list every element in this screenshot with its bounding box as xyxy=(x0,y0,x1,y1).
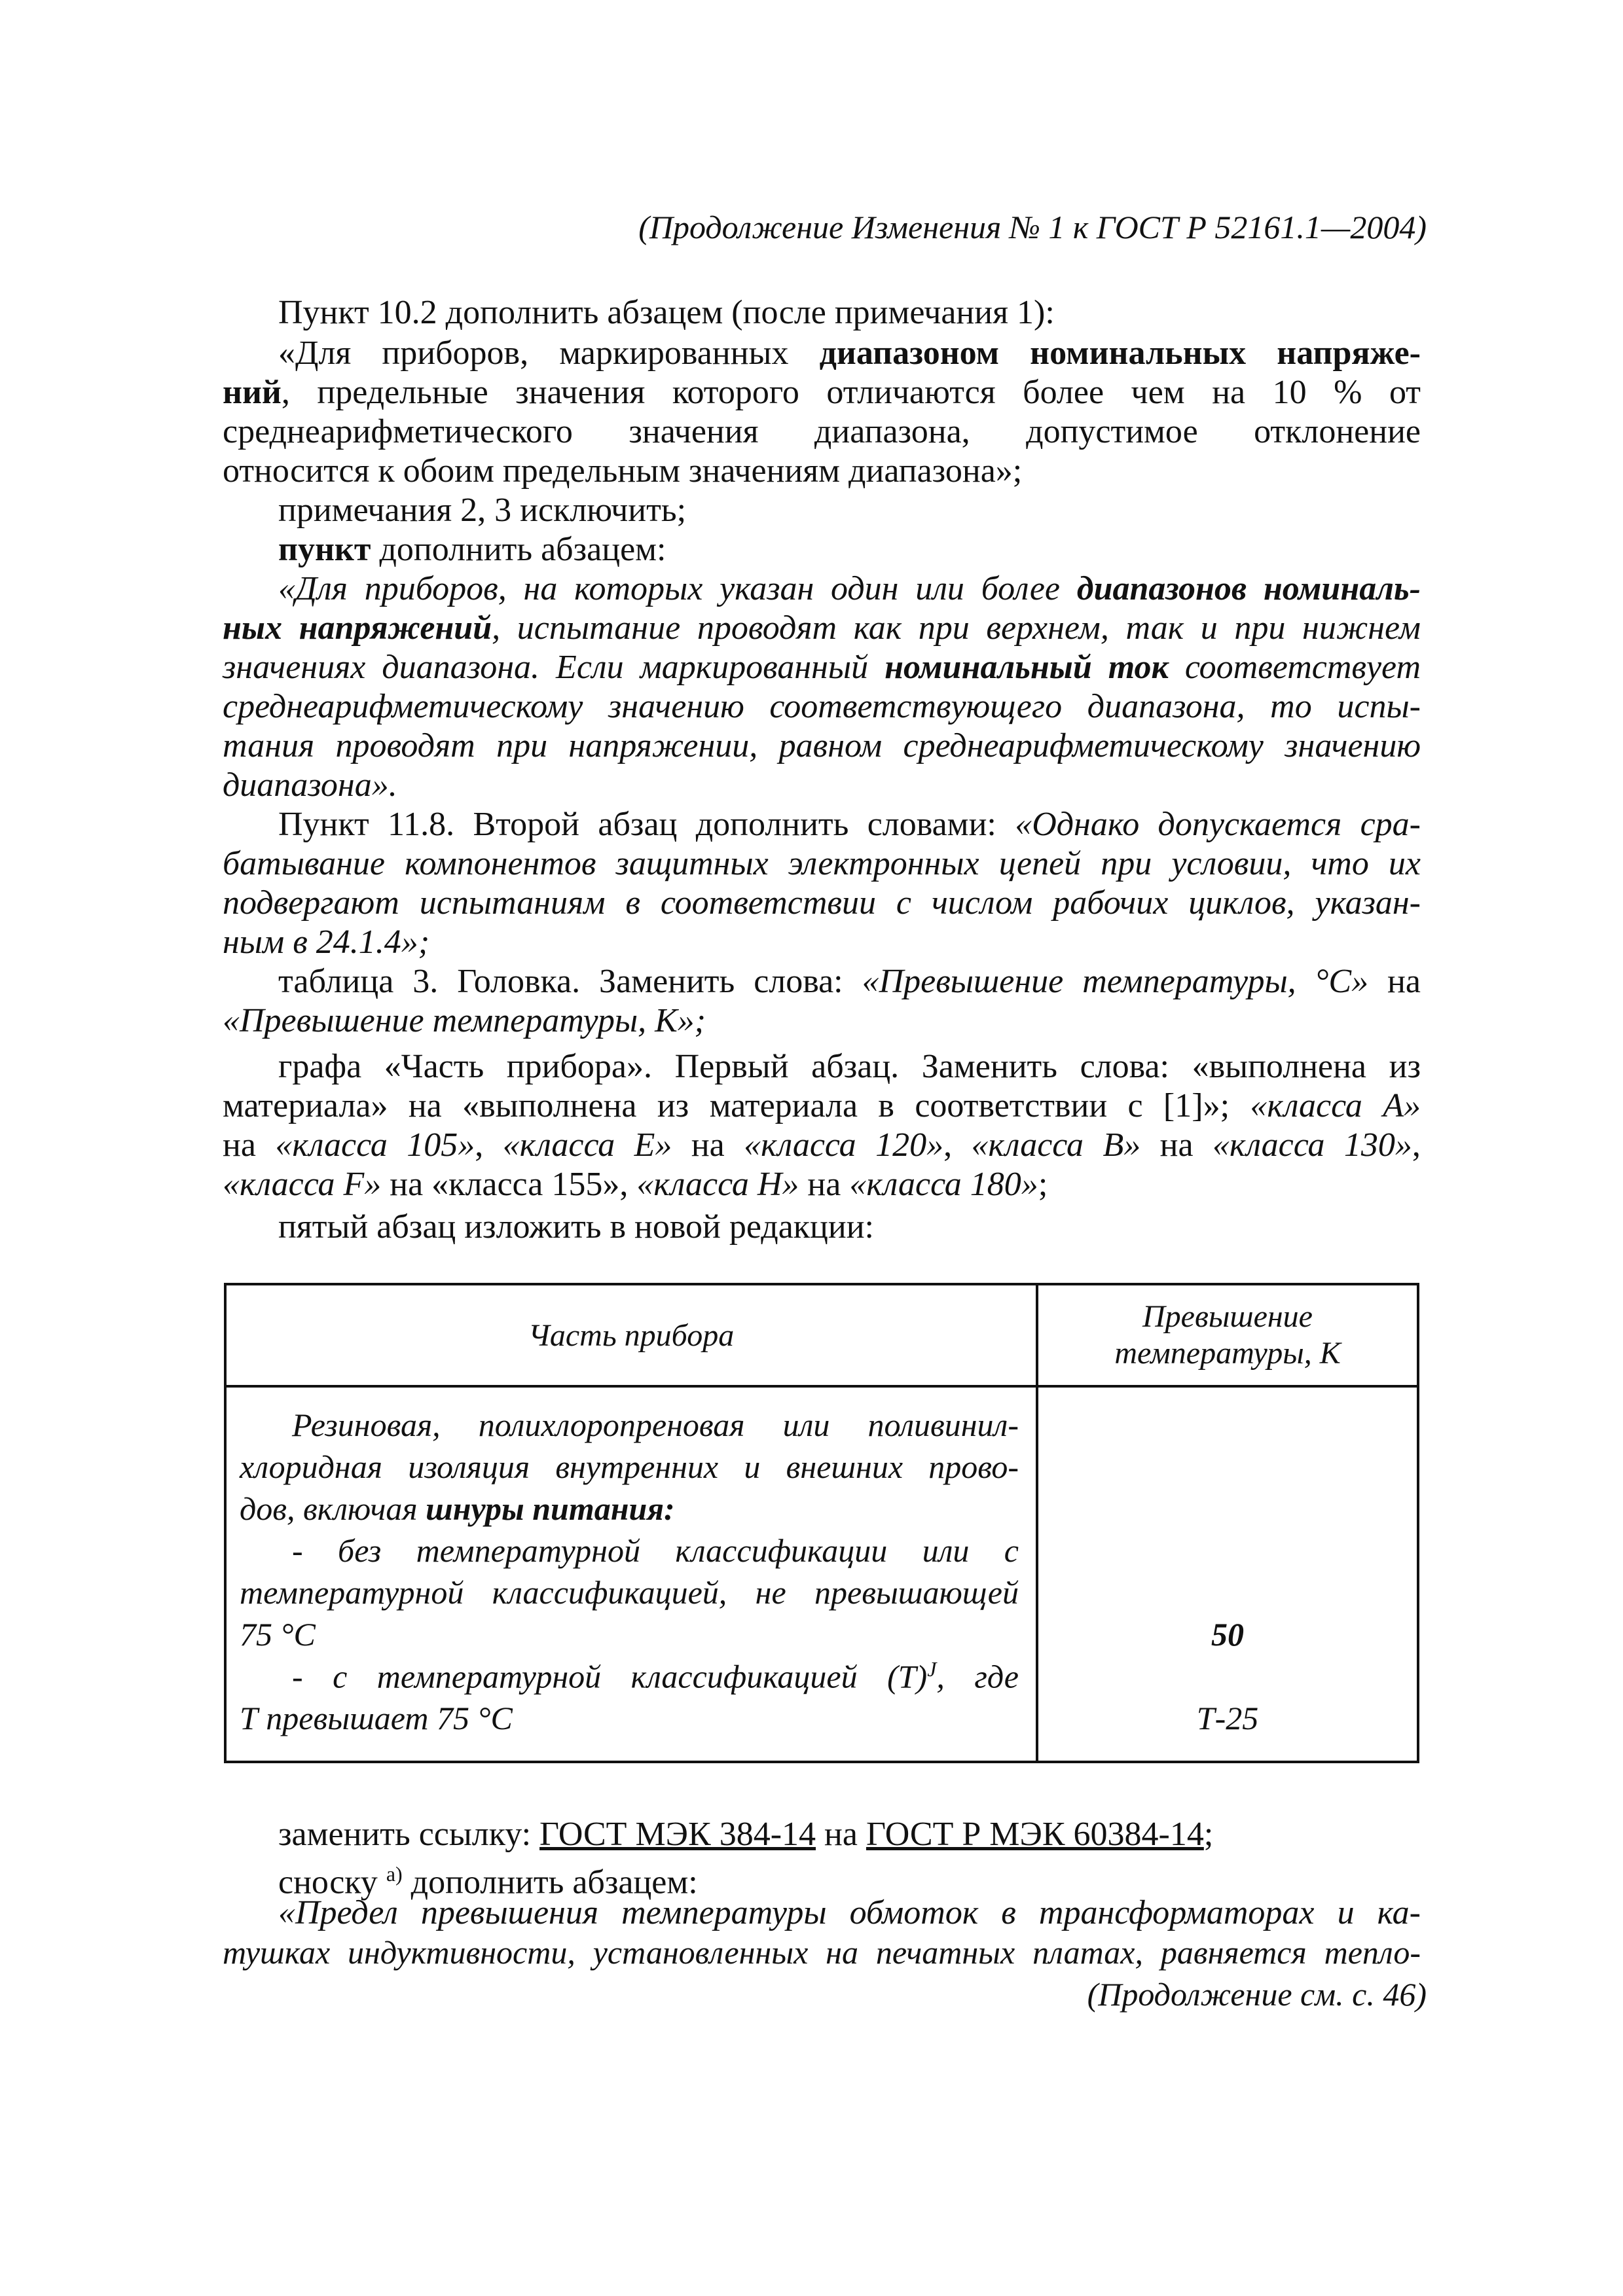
temp-value: Т-25 xyxy=(1196,1700,1259,1736)
cell-text: Резиновая, полихлоропреновая или поливинил- xyxy=(292,1407,1019,1443)
text: , xyxy=(1412,1126,1421,1164)
temperature-table xyxy=(224,1283,1419,1763)
bold-term: шнуры питания: xyxy=(426,1490,675,1527)
cell-text: 75 °С xyxy=(240,1616,316,1653)
paragraph-line xyxy=(223,609,1421,648)
text: Пункт 11.8. Второй абзац дополнить словами: xyxy=(278,806,1015,843)
text: на xyxy=(672,1126,744,1164)
table-header-temp xyxy=(1037,1284,1418,1386)
text: на xyxy=(799,1166,850,1203)
text: на xyxy=(1368,963,1421,1000)
page-footer: (Продолжение см. с. 46) xyxy=(1087,1976,1427,2013)
text: дополнить абзацем: xyxy=(402,1863,698,1901)
cell-text: хлоридная изоляция внутренних и внешних прово- xyxy=(240,1448,1019,1485)
table-row xyxy=(225,1386,1418,1762)
bold-term: ний xyxy=(223,374,282,411)
bold-term: пункт xyxy=(278,531,371,568)
text: на «класса 155», xyxy=(381,1166,637,1203)
cell-text xyxy=(292,1657,1019,1696)
text: на xyxy=(223,1126,276,1164)
paragraph-line xyxy=(278,569,1421,609)
italic-text: «класса 130» xyxy=(1213,1126,1412,1164)
paragraph-line: ным в 24.1.4»; xyxy=(223,924,430,961)
header-text: Превышение xyxy=(1142,1299,1313,1334)
text: значениях диапазона. Если маркированный xyxy=(223,649,885,686)
cell-text: температурной классификацией, не превышающей xyxy=(240,1574,1019,1611)
paragraph-line xyxy=(278,1815,1421,1854)
paragraph-line xyxy=(278,962,1421,1001)
bold-term: ных напряжений xyxy=(223,609,492,647)
paragraph-line: тушках индуктивности, установленных на печатных платах, равняется тепло- xyxy=(223,1934,1421,1971)
paragraph-line: относится к обоим предельным значениям диапазона»; xyxy=(223,452,1023,490)
bold-term: диапазоном номинальных напряже- xyxy=(819,334,1421,372)
table-header-row xyxy=(225,1284,1418,1386)
italic-text: «класса 120» xyxy=(744,1126,944,1164)
paragraph-line: примечания 2, 3 исключить; xyxy=(278,492,687,529)
italic-text: «класса Е» xyxy=(502,1126,672,1164)
paragraph-line: среднеарифметического значения диапазона, допустимое отклонение xyxy=(223,413,1421,450)
text: ; xyxy=(1203,1816,1214,1853)
bold-term: номинальный ток xyxy=(884,649,1169,686)
text: соответствует xyxy=(1168,649,1421,686)
text: , предельные значения которого отличаются более чем на 10 % от xyxy=(281,374,1421,411)
paragraph-line xyxy=(278,805,1421,844)
table-cell-temp xyxy=(1037,1386,1418,1762)
text: на xyxy=(816,1816,866,1853)
text: ; xyxy=(1038,1166,1048,1203)
cell-text: - без температурной классификации или с xyxy=(292,1532,1019,1569)
paragraph-line xyxy=(223,1126,1421,1165)
text: таблица 3. Головка. Заменить слова: xyxy=(278,963,862,1000)
paragraph-line: батывание компонентов защитных электронных цепей при условии, что их xyxy=(223,845,1421,882)
italic-text: «класса 180» xyxy=(849,1166,1038,1203)
cell-text-span: дов, включая xyxy=(240,1490,426,1527)
cell-text-span: - с температурной классификацией (Т) xyxy=(292,1658,928,1695)
standard-reference: ГОСТ Р МЭК 60384-14 xyxy=(866,1816,1204,1853)
paragraph-line xyxy=(223,1165,1421,1204)
paragraph-line xyxy=(223,1086,1421,1126)
paragraph-line xyxy=(223,373,1421,412)
paragraph-line: тания проводят при напряжении, равном среднеарифметическому значению xyxy=(223,727,1421,764)
paragraph-line: подвергают испытаниям в соответствии с числом рабочих циклов, указан- xyxy=(223,884,1421,922)
italic-text: «класса F» xyxy=(223,1166,382,1203)
paragraph-line: пятый абзац изложить в новой редакции: xyxy=(278,1208,874,1246)
page-header: (Продолжение Изменения № 1 к ГОСТ Р 52161.1—2004) xyxy=(638,209,1427,245)
paragraph-line xyxy=(278,293,1421,332)
text: , испытание проводят как при верхнем, так и при нижнем xyxy=(492,609,1421,647)
text: сноску xyxy=(278,1863,386,1901)
text: , xyxy=(475,1126,503,1164)
paragraph-line: среднеарифметическому значению соответствующего диапазона, то испы- xyxy=(223,688,1421,725)
text: «Для приборов, маркированных xyxy=(278,334,820,372)
cell-text-span: , где xyxy=(936,1658,1019,1695)
paragraph-line xyxy=(278,334,1421,373)
italic-text: «класса В» xyxy=(971,1126,1141,1164)
paragraph-line: «Превышение температуры, К»; xyxy=(223,1002,706,1039)
table-header-part xyxy=(225,1284,1037,1386)
paragraph-line: графа «Часть прибора». Первый абзац. Заменить слова: «выполнена из xyxy=(278,1048,1421,1085)
text: Пункт 10.2 дополнить абзацем (после примечания 1): xyxy=(278,294,1055,331)
paragraph-line: «Предел превышения температуры обмоток в трансформаторах и ка- xyxy=(278,1894,1421,1931)
temp-value: 50 xyxy=(1211,1616,1244,1653)
text: дополнить абзацем: xyxy=(371,531,666,568)
standard-reference: ГОСТ МЭК 384-14 xyxy=(539,1816,816,1853)
italic-text: «Однако допускается сра- xyxy=(1015,806,1421,843)
header-text: температуры, К xyxy=(1114,1336,1341,1371)
text: , xyxy=(943,1126,972,1164)
paragraph-line xyxy=(223,648,1421,687)
italic-text: «класса Н» xyxy=(636,1166,799,1203)
paragraph-line xyxy=(278,530,1421,569)
header-text: Часть прибора xyxy=(528,1318,735,1353)
table-cell-part xyxy=(225,1386,1037,1762)
italic-text: «Превышение температуры, °С» xyxy=(862,963,1369,1000)
text: заменить ссылку: xyxy=(278,1816,540,1853)
text: на xyxy=(1140,1126,1213,1164)
cell-text xyxy=(240,1490,1019,1528)
italic-text: «класса А» xyxy=(1250,1087,1421,1124)
paragraph-line: диапазона». xyxy=(223,766,397,804)
text: материала» на «выполнена из материала в соответствии с [1]»; xyxy=(223,1087,1250,1124)
cell-text: Т превышает 75 °С xyxy=(240,1700,513,1736)
bold-term: диапазонов номиналь- xyxy=(1076,570,1421,607)
footnote-marker: а) xyxy=(386,1862,403,1886)
italic-text: «класса 105» xyxy=(275,1126,475,1164)
text: «Для приборов, на которых указан один или более xyxy=(278,570,1077,607)
superscript: J xyxy=(927,1657,937,1681)
